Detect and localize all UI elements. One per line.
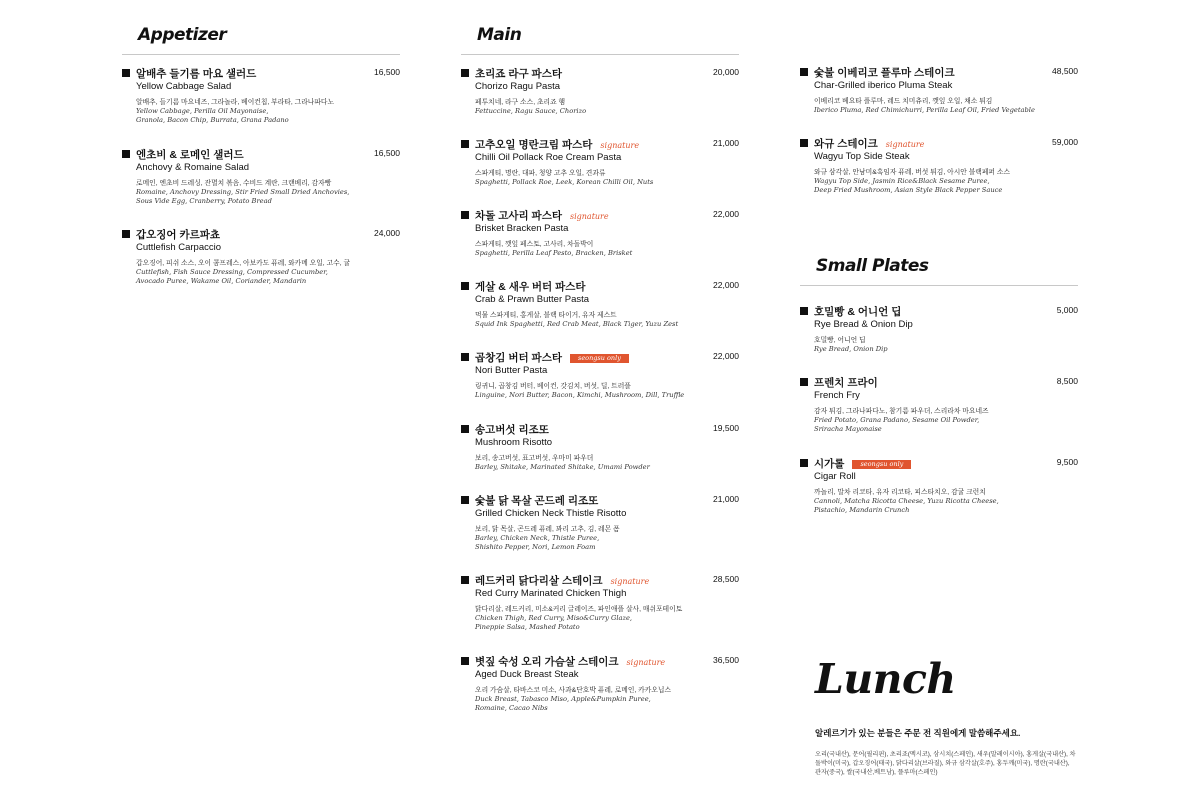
menu-item-name-korean: 레드커리 닭다리살 스테이크 signature (475, 575, 650, 587)
main-column (461, 0, 739, 712)
menu-item-name-korean: 곱창김 버터 파스타 seongsu only (475, 350, 629, 365)
menu-item-header (461, 68, 739, 81)
menu-item (461, 210, 739, 258)
menu-item (122, 68, 400, 124)
main-title: Main (461, 25, 739, 55)
menu-item-ingredients-english: Pistachio, Mandarin Crunch (814, 505, 910, 514)
menu-item-name-english: Wagyu Top Side Steak (814, 151, 910, 162)
signature-tag: signature (626, 658, 666, 667)
menu-item-name-english: Cigar Roll (814, 471, 856, 482)
menu-item-header (461, 495, 739, 508)
menu-item-ingredients-english: Sriracha Mayonaise (814, 424, 882, 433)
menu-item-name-korean: 프렌치 프라이 (814, 377, 878, 389)
menu-item-ingredients-english: Granola, Bacon Chip, Burrata, Grana Padano (136, 115, 289, 124)
menu-item-ingredients-korean: 스파게티, 깻잎 페스토, 고사리, 차돌박이 (475, 241, 594, 248)
bullet-square-icon (800, 459, 808, 467)
menu-item-name-korean: 갑오징어 카르파쵸 (136, 229, 221, 241)
menu-item-header (800, 67, 1078, 80)
menu-item (461, 352, 739, 400)
menu-item (461, 495, 739, 551)
menu-item (800, 377, 1078, 433)
menu-item-price: 21,000 (713, 494, 739, 504)
menu-item-name-korean: 호밀빵 & 어니언 딥 (814, 306, 902, 318)
menu-item-name-english: Crab & Prawn Butter Pasta (475, 294, 590, 305)
menu-item-price: 9,500 (1056, 457, 1078, 467)
menu-item-price: 22,000 (713, 209, 739, 219)
menu-item-header (461, 352, 739, 365)
menu-item (800, 306, 1078, 354)
menu-item-name-english: Aged Duck Breast Steak (475, 669, 579, 680)
menu-item-name-english: Char-Grilled iberico Pluma Steak (814, 80, 953, 91)
menu-item-price: 20,000 (713, 67, 739, 77)
menu-item-header (122, 229, 400, 242)
right-column (800, 0, 1078, 514)
menu-item-name-korean: 와규 스테이크 signature (814, 138, 925, 150)
menu-item-name-english: French Fry (814, 390, 860, 401)
signature-tag: signature (885, 140, 925, 149)
bullet-square-icon (461, 425, 469, 433)
menu-item-name-korean: 고추오일 명란크림 파스타 signature (475, 139, 640, 151)
menu-item-ingredients-korean: 페투치네, 라구 소스, 초리죠 햄 (475, 99, 566, 106)
menu-item-header (800, 306, 1078, 319)
bullet-square-icon (800, 378, 808, 386)
appetizer-column (122, 0, 400, 285)
menu-item-price: 59,000 (1052, 137, 1078, 147)
bullet-square-icon (461, 211, 469, 219)
menu-item-ingredients-english: Barley, Shitake, Marinated Shitake, Umami Powder (475, 463, 650, 471)
menu-item-name-korean: 송고버섯 리조또 (475, 424, 549, 436)
menu-item-price: 21,000 (713, 138, 739, 148)
menu-item-price: 24,000 (374, 228, 400, 238)
menu-item-name-english: Chorizo Ragu Pasta (475, 81, 561, 92)
menu-item-ingredients-korean: 감자 튀김, 그라나파다노, 참기름 파우더, 스리라차 마요네즈 (814, 408, 989, 415)
menu-item-header (122, 68, 400, 81)
menu-item-name-english: Red Curry Marinated Chicken Thigh (475, 588, 627, 599)
menu-item-ingredients-english: Romaine, Anchovy Dressing, Stir Fried Small Dried Anchovies, (136, 188, 350, 196)
menu-item-ingredients-english: Duck Breast, Tabasco Miso, Apple&Pumpkin Puree, (475, 695, 651, 703)
menu-item-ingredients-korean: 먹물 스파게티, 홍게살, 블랙 타이거, 유자 제스트 (475, 312, 617, 319)
menu-item (461, 281, 739, 329)
lunch-title: Lunch (815, 655, 956, 703)
menu-item-ingredients-korean: 링귀니, 곱창김 버터, 베이컨, 갓김치, 버섯, 딜, 트러플 (475, 383, 631, 390)
menu-item-ingredients-english: Deep Fried Mushroom, Asian Style Black Pepper Sauce (814, 185, 1003, 194)
bullet-square-icon (461, 496, 469, 504)
menu-item-header (461, 139, 739, 152)
menu-item-header (461, 424, 739, 437)
allergy-note: 알레르기가 있는 분들은 주문 전 직원에게 말씀해주세요. (815, 728, 1021, 738)
bullet-square-icon (122, 230, 130, 238)
menu-item-ingredients-korean: 스파게티, 명란, 대파, 청양 고추 오일, 견과류 (475, 170, 606, 177)
menu-item-price: 22,000 (713, 280, 739, 290)
menu-item-header (461, 281, 739, 294)
menu-item (461, 139, 739, 187)
menu-item-header (800, 138, 1078, 151)
menu-item-ingredients-korean: 이베리코 베요타 플루마, 레드 치미츄리, 깻잎 오일, 채소 튀김 (814, 98, 993, 105)
menu-item-price: 28,500 (713, 574, 739, 584)
menu-item-ingredients-english: Fried Potato, Grana Padano, Sesame Oil Powder, (814, 416, 980, 424)
bullet-square-icon (800, 68, 808, 76)
menu-item-header (461, 575, 739, 588)
bullet-square-icon (461, 576, 469, 584)
menu-item-ingredients-english: Spaghetti, Perilla Leaf Pesto, Bracken, Brisket (475, 249, 633, 257)
menu-item (461, 575, 739, 631)
menu-item-ingredients-english: Cuttlefish, Fish Sauce Dressing, Compressed Cucumber, (136, 268, 328, 276)
menu-item-price: 22,000 (713, 351, 739, 361)
menu-item-ingredients-korean: 로메인, 엔초비 드레싱, 잔멸치 볶음, 수비드 계란, 크랜베리, 감자빵 (136, 180, 332, 187)
bullet-square-icon (122, 69, 130, 77)
menu-item-ingredients-korean: 까놀리, 말차 리코타, 유자 리코타, 피스타치오, 감귤 크런치 (814, 489, 986, 496)
bullet-square-icon (461, 69, 469, 77)
bullet-square-icon (461, 353, 469, 361)
menu-item-ingredients-korean: 보리, 송고버섯, 표고버섯, 우마미 파우더 (475, 455, 594, 462)
menu-item-ingredients-english: Cannoli, Matcha Ricotta Cheese, Yuzu Ricotta Cheese, (814, 497, 999, 505)
menu-item-ingredients-korean: 알배추, 들기름 마요네즈, 그라놀라, 베이컨칩, 부라타, 그라나파다노 (136, 99, 335, 106)
menu-item-name-korean: 숯불 닭 목살 곤드레 리조또 (475, 495, 599, 507)
menu-item-ingredients-english: Shishito Pepper, Nori, Lemon Foam (475, 542, 596, 551)
menu-item-ingredients-english: Linguine, Nori Butter, Bacon, Kimchi, Mushroom, Dill, Truffle (475, 391, 685, 399)
menu-item-ingredients-korean: 갑오징어, 피쉬 소스, 오이 콤프레스, 아보카도 퓨레, 와카메 오일, 고수, 귤 (136, 260, 351, 267)
seongsu-only-badge: seongsu only (852, 460, 911, 469)
origin-info: 오리(국내산), 문어(필리핀), 초리죠(멕시코), 삼시치(스페인), 새우(말레이시아), 홍게살(국내산), 차돌박이(미국), 갑오징어(태국), 닭다리살(브라질), 와규 삼각살(호주), 홍두깨(미국), 명란(국내산), 관자(중국), 쌀(국내산,베트남), 플루마(스페인) (815, 751, 1076, 776)
bullet-square-icon (800, 307, 808, 315)
menu-item-ingredients-english: Spaghetti, Pollack Roe, Leek, Korean Chilli Oil, Nuts (475, 178, 654, 186)
menu-item-ingredients-korean: 닭다리살, 레드커리, 미소&커리 글레이즈, 파인애플 살사, 매쉬포테이토 (475, 606, 683, 613)
menu-item-header (800, 377, 1078, 390)
menu-item-name-english: Grilled Chicken Neck Thistle Risotto (475, 508, 627, 519)
menu-item-name-korean: 알배추 들기름 마요 샐러드 (136, 68, 257, 80)
menu-item (122, 149, 400, 205)
menu-item-price: 36,500 (713, 655, 739, 665)
menu-item-ingredients-english: Chicken Thigh, Red Curry, Miso&Curry Glaze, (475, 614, 633, 622)
menu-item-name-korean: 차돌 고사리 파스타 signature (475, 210, 609, 222)
menu-item-price: 19,500 (713, 423, 739, 433)
menu-item-ingredients-english: Avocado Puree, Wakame Oil, Coriander, Mandarin (136, 276, 307, 285)
menu-item-ingredients-korean: 오리 가슴살, 타바스코 미소, 사과&단호박 퓨레, 로메인, 카카오닙스 (475, 687, 672, 694)
menu-item-price: 16,500 (374, 148, 400, 158)
menu-item-header (122, 149, 400, 162)
menu-item-name-english: Mushroom Risotto (475, 437, 553, 448)
menu-item (800, 458, 1078, 514)
bullet-square-icon (800, 139, 808, 147)
menu-item-price: 16,500 (374, 67, 400, 77)
signature-tag: signature (610, 577, 650, 586)
menu-item-price: 48,500 (1052, 66, 1078, 76)
menu-item-ingredients-english: Squid Ink Spaghetti, Red Crab Meat, Black Tiger, Yuzu Zest (475, 320, 679, 328)
menu-item-ingredients-english: Wagyu Top Side, Jasmin Rice&Black Sesame Puree, (814, 177, 990, 185)
menu-item (461, 424, 739, 472)
menu-item-header (800, 458, 1078, 471)
menu-item-price: 5,000 (1056, 305, 1078, 315)
bullet-square-icon (461, 657, 469, 665)
signature-tag: signature (569, 212, 609, 221)
menu-item-name-english: Brisket Bracken Pasta (475, 223, 569, 234)
menu-item-ingredients-english: Sous Vide Egg, Cranberry, Potato Bread (136, 196, 272, 205)
menu-item-header (461, 210, 739, 223)
signature-tag: signature (600, 141, 640, 150)
bullet-square-icon (461, 140, 469, 148)
menu-item-name-english: Anchovy & Romaine Salad (136, 162, 250, 173)
menu-item-name-korean: 시가롤 seongsu only (814, 456, 911, 471)
seongsu-only-badge: seongsu only (570, 354, 629, 363)
menu-item (800, 138, 1078, 194)
menu-item (461, 656, 739, 712)
menu-item-name-english: Yellow Cabbage Salad (136, 81, 232, 92)
menu-item-header (461, 656, 739, 669)
bullet-square-icon (122, 150, 130, 158)
menu-item-ingredients-english: Rye Bread, Onion Dip (814, 345, 888, 353)
menu-item (122, 229, 400, 285)
menu-item-ingredients-korean: 보리, 닭 목살, 곤드레 퓨레, 꽈리 고추, 김, 레몬 폼 (475, 526, 620, 533)
menu-item (461, 68, 739, 116)
menu-item-name-english: Nori Butter Pasta (475, 365, 548, 376)
small-plates-title: Small Plates (800, 256, 1078, 286)
appetizer-title: Appetizer (122, 25, 400, 55)
bullet-square-icon (461, 282, 469, 290)
menu-item-ingredients-english: Romaine, Cacao Nibs (475, 703, 548, 712)
menu-item (800, 67, 1078, 115)
menu-item-name-korean: 게살 & 새우 버터 파스타 (475, 281, 586, 293)
menu-item-name-english: Rye Bread & Onion Dip (814, 319, 913, 330)
menu-item-name-korean: 엔초비 & 로메인 샐러드 (136, 149, 244, 161)
menu-item-ingredients-english: Pineppie Salsa, Mashed Potato (475, 622, 580, 631)
menu-item-price: 8,500 (1056, 376, 1078, 386)
menu-item-ingredients-english: Yellow Cabbage, Perilla Oil Mayonaise, (136, 107, 269, 115)
menu-item-name-korean: 초리죠 라구 파스타 (475, 68, 562, 80)
menu-item-name-korean: 숯불 이베리코 플루마 스테이크 (814, 67, 955, 79)
menu-item-ingredients-english: Iberico Pluma, Red Chimichurri, Perilla Leaf Oil, Fried Vegetable (814, 106, 1035, 114)
menu-item-name-korean: 볏짚 숙성 오리 가슴살 스테이크 signature (475, 656, 666, 668)
menu-item-ingredients-english: Fettuccine, Ragu Sauce, Chorizo (475, 107, 587, 115)
menu-item-name-english: Cuttlefish Carpaccio (136, 242, 222, 253)
menu-item-name-english: Chilli Oil Pollack Roe Cream Pasta (475, 152, 622, 163)
menu-item-ingredients-korean: 호밀빵, 어니언 딥 (814, 337, 866, 344)
menu-item-ingredients-korean: 와규 삼각살, 안남미&흑임자 퓨레, 버섯 튀김, 아시안 블랙페퍼 소스 (814, 169, 1011, 176)
menu-item-ingredients-english: Barley, Chicken Neck, Thistle Puree, (475, 534, 600, 542)
